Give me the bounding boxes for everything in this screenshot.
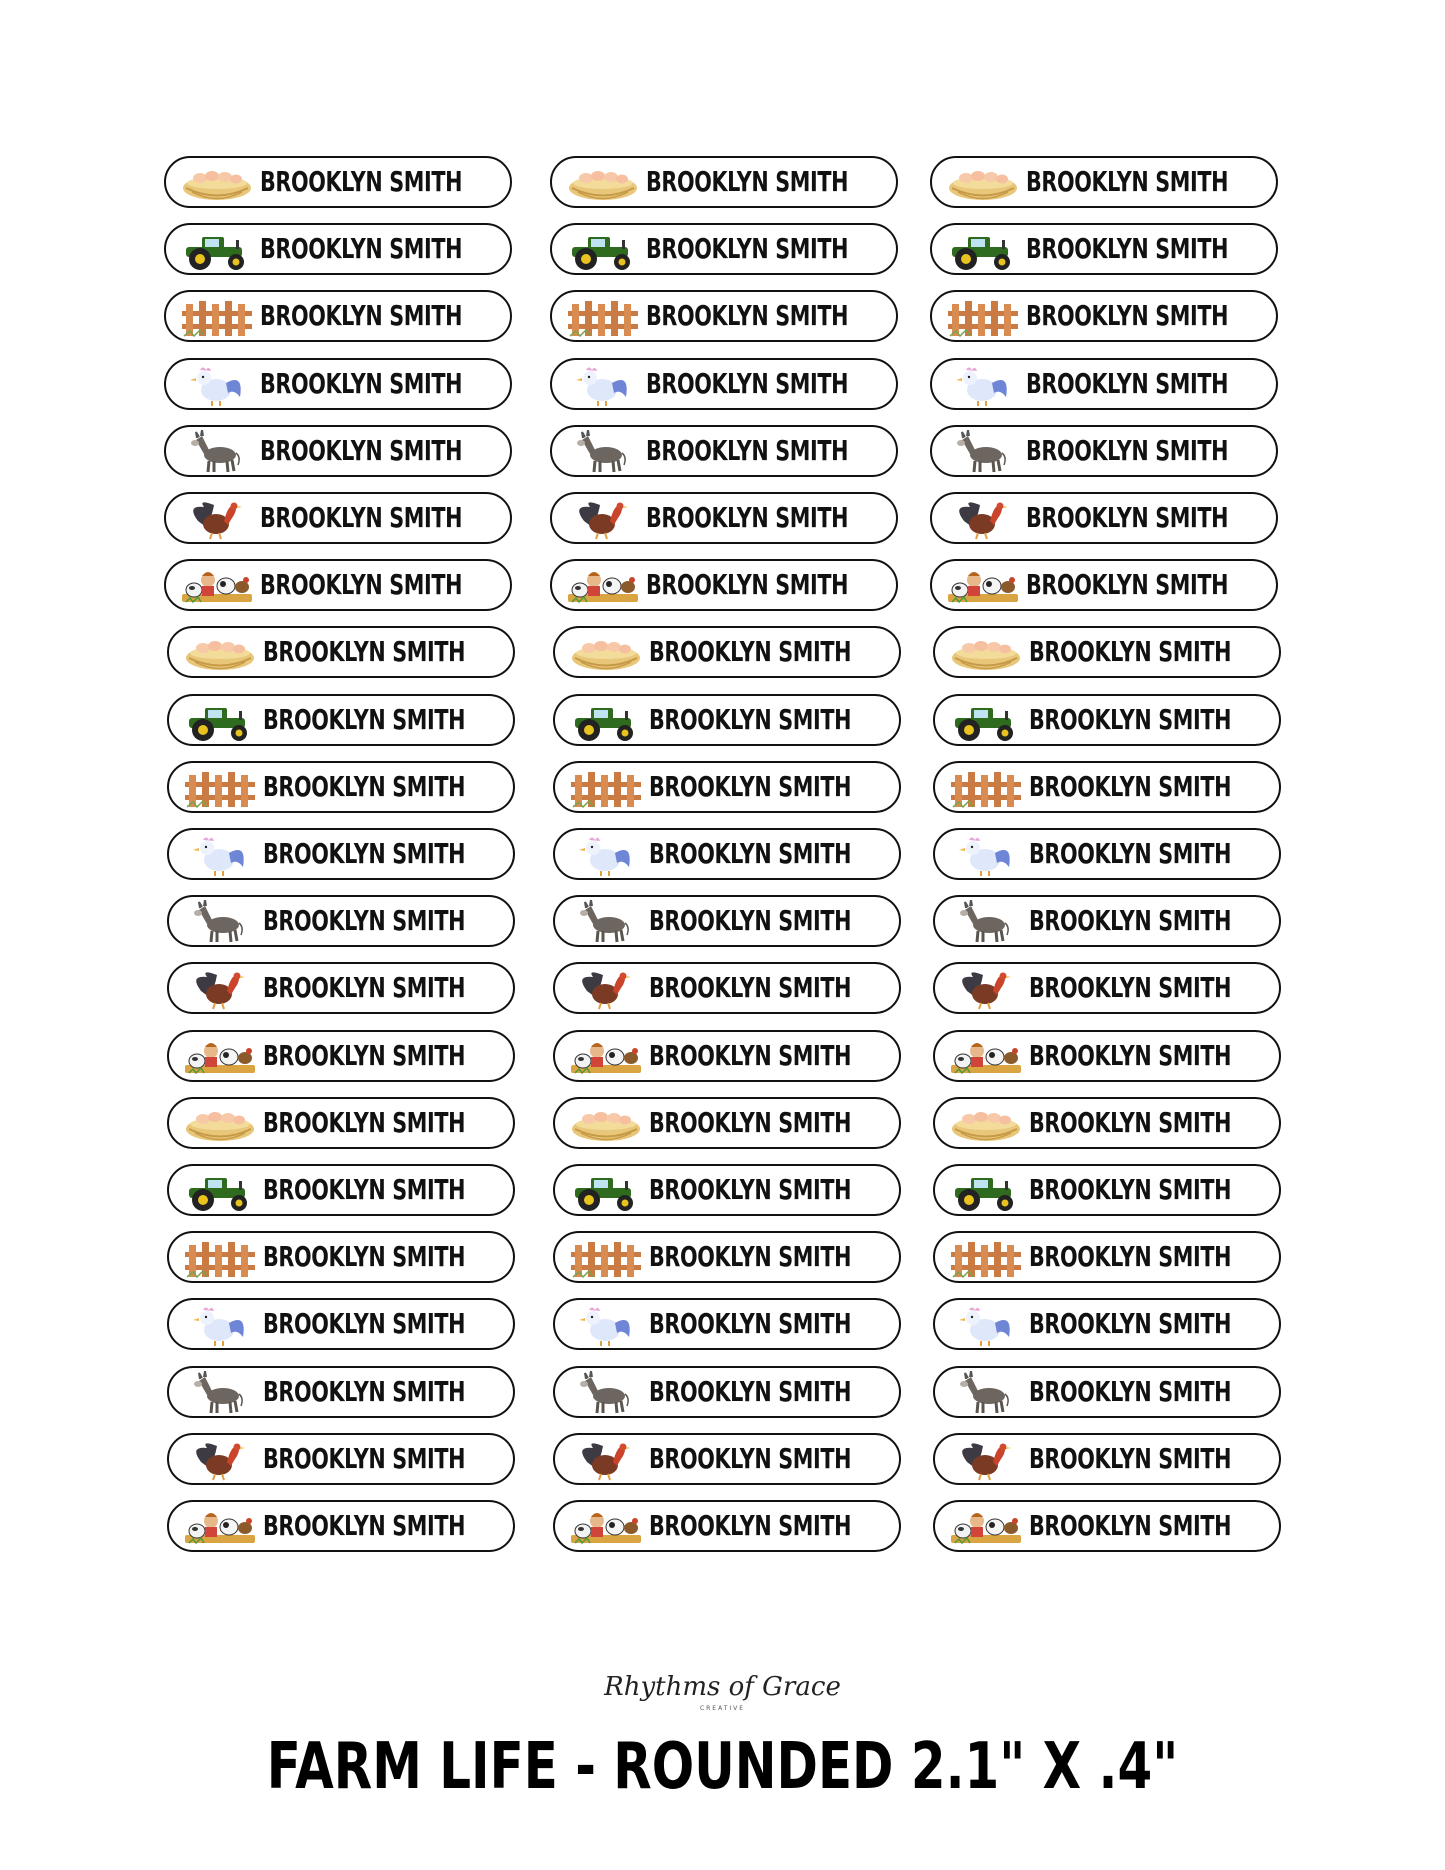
name-label: [933, 1298, 1281, 1350]
label-name-text: BROOKLYN SMITH: [649, 904, 852, 937]
name-label: [553, 1366, 901, 1418]
farm-animals-icon: [947, 1505, 1025, 1549]
label-name-text: BROOKLYN SMITH: [649, 635, 852, 668]
rooster-icon: [944, 363, 1022, 407]
label-name-text: BROOKLYN SMITH: [263, 635, 466, 668]
tractor-icon: [947, 699, 1025, 743]
name-label: [553, 962, 901, 1014]
label-name-text: BROOKLYN SMITH: [646, 501, 849, 534]
label-name-text: BROOKLYN SMITH: [649, 1509, 852, 1542]
donkey-icon: [178, 430, 256, 474]
label-name-text: BROOKLYN SMITH: [649, 837, 852, 870]
turkey-icon: [947, 1438, 1025, 1482]
name-label: [164, 559, 512, 611]
tractor-icon: [944, 228, 1022, 272]
fence-icon: [178, 295, 256, 339]
tractor-icon: [564, 228, 642, 272]
label-name-text: BROOKLYN SMITH: [1029, 770, 1232, 803]
name-label: [933, 1231, 1281, 1283]
name-label: [164, 358, 512, 410]
rooster-icon: [567, 1303, 645, 1347]
name-label: [164, 223, 512, 275]
rooster-icon: [181, 833, 259, 877]
name-label: [933, 1500, 1281, 1552]
turkey-icon: [567, 1438, 645, 1482]
name-label: [553, 761, 901, 813]
name-label: [164, 492, 512, 544]
label-name-text: BROOKLYN SMITH: [260, 165, 463, 198]
label-name-text: BROOKLYN SMITH: [260, 434, 463, 467]
label-name-text: BROOKLYN SMITH: [1026, 568, 1229, 601]
label-name-text: BROOKLYN SMITH: [263, 1039, 466, 1072]
name-label: [553, 1500, 901, 1552]
label-name-text: BROOKLYN SMITH: [649, 1173, 852, 1206]
rooster-icon: [567, 833, 645, 877]
name-label: [933, 626, 1281, 678]
name-label: [930, 492, 1278, 544]
tractor-icon: [567, 699, 645, 743]
donkey-icon: [181, 900, 259, 944]
label-name-text: BROOKLYN SMITH: [260, 501, 463, 534]
egg-basket-icon: [567, 1102, 645, 1146]
name-label: [550, 559, 898, 611]
label-name-text: BROOKLYN SMITH: [646, 434, 849, 467]
name-label: [167, 1298, 515, 1350]
label-name-text: BROOKLYN SMITH: [649, 703, 852, 736]
tractor-icon: [947, 1169, 1025, 1213]
name-label: [550, 223, 898, 275]
name-label: [933, 1097, 1281, 1149]
egg-basket-icon: [947, 1102, 1025, 1146]
label-name-text: BROOKLYN SMITH: [649, 770, 852, 803]
name-label: [550, 492, 898, 544]
label-name-text: BROOKLYN SMITH: [646, 568, 849, 601]
turkey-icon: [181, 1438, 259, 1482]
name-label: [553, 1298, 901, 1350]
egg-basket-icon: [947, 631, 1025, 675]
label-name-text: BROOKLYN SMITH: [646, 165, 849, 198]
name-label: [167, 1366, 515, 1418]
label-name-text: BROOKLYN SMITH: [263, 1106, 466, 1139]
name-label: [933, 1433, 1281, 1485]
brand-logo-subtitle: CREATIVE: [699, 1705, 746, 1712]
name-label: [550, 156, 898, 208]
label-name-text: BROOKLYN SMITH: [1026, 434, 1229, 467]
name-label: [167, 1164, 515, 1216]
name-label: [167, 694, 515, 746]
donkey-icon: [564, 430, 642, 474]
rooster-icon: [947, 833, 1025, 877]
rooster-icon: [181, 1303, 259, 1347]
name-label: [930, 559, 1278, 611]
egg-basket-icon: [181, 631, 259, 675]
name-label: [164, 425, 512, 477]
label-name-text: BROOKLYN SMITH: [1026, 501, 1229, 534]
label-name-text: BROOKLYN SMITH: [263, 703, 466, 736]
donkey-icon: [567, 1371, 645, 1415]
donkey-icon: [567, 900, 645, 944]
name-label: [553, 828, 901, 880]
label-name-text: BROOKLYN SMITH: [649, 1106, 852, 1139]
fence-icon: [567, 1236, 645, 1280]
label-name-text: BROOKLYN SMITH: [1029, 1442, 1232, 1475]
name-label: [933, 694, 1281, 746]
label-name-text: BROOKLYN SMITH: [263, 904, 466, 937]
label-name-text: BROOKLYN SMITH: [263, 1240, 466, 1273]
label-name-text: BROOKLYN SMITH: [1029, 703, 1232, 736]
farm-animals-icon: [567, 1035, 645, 1079]
label-name-text: BROOKLYN SMITH: [260, 299, 463, 332]
label-name-text: BROOKLYN SMITH: [263, 837, 466, 870]
egg-basket-icon: [564, 161, 642, 205]
name-label: [933, 1030, 1281, 1082]
name-label: [550, 358, 898, 410]
name-label: [167, 1231, 515, 1283]
donkey-icon: [947, 900, 1025, 944]
turkey-icon: [178, 497, 256, 541]
fence-icon: [947, 766, 1025, 810]
label-name-text: BROOKLYN SMITH: [649, 1375, 852, 1408]
label-name-text: BROOKLYN SMITH: [1029, 1106, 1232, 1139]
fence-icon: [944, 295, 1022, 339]
fence-icon: [181, 766, 259, 810]
label-name-text: BROOKLYN SMITH: [649, 1039, 852, 1072]
name-label: [553, 1030, 901, 1082]
name-label: [167, 761, 515, 813]
name-label: [553, 694, 901, 746]
label-name-text: BROOKLYN SMITH: [263, 1173, 466, 1206]
egg-basket-icon: [944, 161, 1022, 205]
farm-animals-icon: [178, 564, 256, 608]
label-name-text: BROOKLYN SMITH: [1029, 635, 1232, 668]
farm-animals-icon: [947, 1035, 1025, 1079]
label-name-text: BROOKLYN SMITH: [646, 232, 849, 265]
name-label: [164, 290, 512, 342]
turkey-icon: [944, 497, 1022, 541]
label-name-text: BROOKLYN SMITH: [1029, 904, 1232, 937]
label-name-text: BROOKLYN SMITH: [260, 232, 463, 265]
farm-animals-icon: [181, 1505, 259, 1549]
label-name-text: BROOKLYN SMITH: [263, 971, 466, 1004]
turkey-icon: [947, 967, 1025, 1011]
label-name-text: BROOKLYN SMITH: [260, 568, 463, 601]
name-label: [933, 1366, 1281, 1418]
name-label: [167, 962, 515, 1014]
tractor-icon: [181, 699, 259, 743]
label-name-text: BROOKLYN SMITH: [1029, 837, 1232, 870]
turkey-icon: [564, 497, 642, 541]
label-name-text: BROOKLYN SMITH: [263, 770, 466, 803]
name-label: [167, 1433, 515, 1485]
fence-icon: [567, 766, 645, 810]
tractor-icon: [178, 228, 256, 272]
label-name-text: BROOKLYN SMITH: [649, 971, 852, 1004]
label-name-text: BROOKLYN SMITH: [1029, 1375, 1232, 1408]
donkey-icon: [947, 1371, 1025, 1415]
name-label: [933, 895, 1281, 947]
name-label: [553, 1097, 901, 1149]
name-label: [553, 1164, 901, 1216]
farm-animals-icon: [564, 564, 642, 608]
fence-icon: [181, 1236, 259, 1280]
name-label: [167, 626, 515, 678]
name-label: [167, 1097, 515, 1149]
name-label: [553, 895, 901, 947]
name-label: [550, 425, 898, 477]
label-name-text: BROOKLYN SMITH: [1029, 1173, 1232, 1206]
name-label: [550, 290, 898, 342]
name-label: [933, 761, 1281, 813]
tractor-icon: [567, 1169, 645, 1213]
label-name-text: BROOKLYN SMITH: [1029, 971, 1232, 1004]
label-name-text: BROOKLYN SMITH: [1026, 165, 1229, 198]
label-name-text: BROOKLYN SMITH: [1026, 232, 1229, 265]
label-name-text: BROOKLYN SMITH: [1029, 1509, 1232, 1542]
sheet-title: FARM LIFE - ROUNDED 2.1" X .4": [266, 1730, 1179, 1804]
name-label: [167, 1030, 515, 1082]
name-label: [930, 425, 1278, 477]
label-name-text: BROOKLYN SMITH: [649, 1307, 852, 1340]
name-label: [930, 290, 1278, 342]
rooster-icon: [178, 363, 256, 407]
name-label: [930, 358, 1278, 410]
fence-icon: [947, 1236, 1025, 1280]
name-label: [933, 962, 1281, 1014]
name-label: [553, 626, 901, 678]
egg-basket-icon: [178, 161, 256, 205]
turkey-icon: [567, 967, 645, 1011]
egg-basket-icon: [181, 1102, 259, 1146]
farm-animals-icon: [181, 1035, 259, 1079]
label-name-text: BROOKLYN SMITH: [646, 299, 849, 332]
label-name-text: BROOKLYN SMITH: [1026, 299, 1229, 332]
fence-icon: [564, 295, 642, 339]
label-name-text: BROOKLYN SMITH: [263, 1509, 466, 1542]
name-label: [553, 1231, 901, 1283]
label-name-text: BROOKLYN SMITH: [649, 1442, 852, 1475]
label-name-text: BROOKLYN SMITH: [260, 367, 463, 400]
name-label: [933, 1164, 1281, 1216]
name-label: [167, 828, 515, 880]
farm-animals-icon: [944, 564, 1022, 608]
donkey-icon: [181, 1371, 259, 1415]
tractor-icon: [181, 1169, 259, 1213]
name-label: [167, 1500, 515, 1552]
name-label: [933, 828, 1281, 880]
name-label: [930, 223, 1278, 275]
name-label: [553, 1433, 901, 1485]
name-label: [930, 156, 1278, 208]
rooster-icon: [947, 1303, 1025, 1347]
brand-logo: Rhythms of Grace: [604, 1672, 841, 1702]
rooster-icon: [564, 363, 642, 407]
label-name-text: BROOKLYN SMITH: [1026, 367, 1229, 400]
name-label: [167, 895, 515, 947]
label-name-text: BROOKLYN SMITH: [1029, 1307, 1232, 1340]
label-name-text: BROOKLYN SMITH: [646, 367, 849, 400]
name-label: [164, 156, 512, 208]
farm-animals-icon: [567, 1505, 645, 1549]
label-name-text: BROOKLYN SMITH: [263, 1375, 466, 1408]
label-name-text: BROOKLYN SMITH: [263, 1307, 466, 1340]
label-name-text: BROOKLYN SMITH: [1029, 1240, 1232, 1273]
label-name-text: BROOKLYN SMITH: [649, 1240, 852, 1273]
donkey-icon: [944, 430, 1022, 474]
egg-basket-icon: [567, 631, 645, 675]
label-name-text: BROOKLYN SMITH: [1029, 1039, 1232, 1072]
label-name-text: BROOKLYN SMITH: [263, 1442, 466, 1475]
turkey-icon: [181, 967, 259, 1011]
